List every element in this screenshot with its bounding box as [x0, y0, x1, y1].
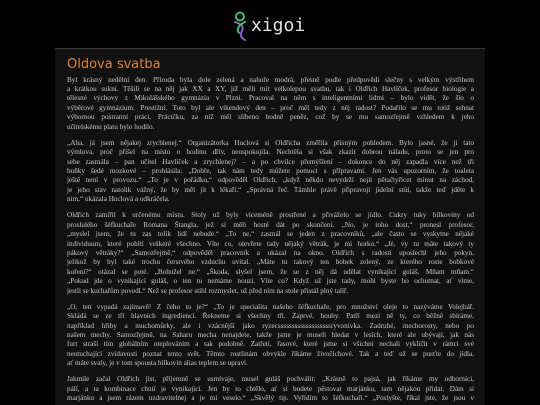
paragraph-line: „Pokud jde o vynikající guláš, o ten tu nemáme nouzi. Víte co? Když už jste tady, mohl byste ho ochutnat, ať víme,: [67, 277, 474, 286]
paragraph-line: koření?“ otázal se poté. „Bohužel ne.“ „Škoda, slyšel jsem, že se z něj dá udělat vynikající guláš. Mňam mňam.“: [67, 267, 474, 276]
article-paragraph: [67, 211, 474, 296]
paragraph-line: marjánku a jsem rázem uzdravitelnej a je mi veselo.“ „Skvělý tip. Vyřídím to šéfkuchaři.“ „Poslyšte, říkal jste, že jsou v: [67, 394, 474, 403]
paragraph-line: Jakmile začal Oldřich jíst, příjemně se usmívaje, musel guláš pochválit: „Krásně to pajsá, jak říkáme my odborníci,: [67, 375, 474, 384]
paragraph-line: sebe zasmála – pan učitel Havlíček a zrychlenej? – a po chvilce přemýšlení – dokonce do něj zapadla více než tři: [67, 157, 474, 166]
paragraph-line: nim,“ ukázala Huclová a odkráčela.: [67, 195, 170, 204]
paragraph-line: ještě není v provozu.“ „To je v pořádku,“ odpověděl Oldřich, „když někdo nevydrží nejít pětačtyřicet minut na záchod,: [67, 176, 474, 185]
paragraph-line: a krátkou sukní. Těšili se na něj jak XX a XY, již měli mít velkolepou svatbu, tak i Oldřich Havlíček, profesor biologie a: [67, 84, 474, 93]
paragraph-line: například hřiby a muchomůrky, ale i vzácnější jako ryzecsssssssssssssssssssryvonivka. Zadruhé, mechorosty, nebo po: [67, 321, 474, 330]
article-content: [55, 48, 485, 405]
paragraph-line: „Aha, já jsem nějakej zrychlenej.“ Organizátorka Huclová si Oldřicha změřila přísným pohledem. Bylo jasné, že ji tato: [67, 138, 474, 147]
article-paragraph: [67, 139, 474, 205]
paragraph-line: individuum, které pohltí veškeré všechno. Víte co, otevřete tady nějaký větrák, je mi horko.“ „Jé, vy tu máte takový ty: [67, 239, 474, 248]
paragraph-line: výmluva, proč přišel na místo o hodinu dřív, neuspokojila. Nechtěla si však zkazit dobrou náladu, proto se jen pro: [67, 148, 474, 157]
paragraph-line: jestli se kuchařům povedl.“ Než se profesor stihl rozmyslet, už před ním na stole přistál plný talíř.: [67, 286, 349, 295]
paragraph-line: buňky šedé mozkové – prohlásila: „Dobře, tak nám tedy můžete pomoct s přípravami. Jen vás upozorním, že toaleta: [67, 166, 474, 175]
article-paragraph: [67, 375, 474, 403]
paragraph-line: ať máte svaly, je v tom spousta bílkovin alias teplem se upravi.: [67, 359, 248, 368]
paragraph-line: Byl krásný nedělní den. Příroda byla dole zelená a nahoře modrá, přesně podle předpovědi slečny s velkým výstřihem: [67, 75, 474, 84]
paragraph-line: Skládá se ze tří hlavních ingrediencí. Řekneme si všechny tři. Zaprvé, houby. Patří mezi ně ty, co běžně sbíráme,: [67, 312, 474, 321]
paragraph-line: učitelskému platu bylo hodilo.: [67, 122, 155, 131]
paragraph-line: pákový větráky?“ „Samozřejmě,“ odpověděl pracovník a ukázal na okno. Oldřich s radostí uposlechl jeho pokyn,: [67, 248, 474, 257]
site-name: xigoi: [251, 15, 306, 36]
paragraph-line: „O, ten vypadá zajímavě! Z čeho to je?“ „To je specialita našeho šéfkuchaře, pro množství oleje to nazýváme Volejbář.: [67, 302, 474, 311]
paragraph-line: proslulého šéfkuchaře Romana Štangla, jež si měli hosté dát po skončení. „No, je toho dost,“ pronesl profesor,: [67, 220, 474, 229]
paragraph-line: Oldřich zamířil k určenému místu. Stoly už byly víceméně prostřené a přiváželo se jídlo. Cukry tuky bílkoviny od: [67, 211, 474, 220]
xigoi-logo-icon: [232, 10, 248, 42]
paragraph-line: furt straší tím globálním oteplováním a tak podobně. Zatřetí, řasové, které jsme si všichni nechali vyklíčit v rámci své: [67, 340, 474, 349]
paragraph-line: jelikož by byl také trochu čerstvého vzduchu uvítal. „Máte tu takový ten bobek zelený, ze kterého roste bobkové: [67, 258, 474, 267]
paragraph-line: pálí, a ta kombinace chutí je vynikající. Jen by to chtělo, ať si budete pěstovat marjánku, tam nějakou přidat. Dám si: [67, 384, 474, 393]
site-header: [0, 0, 540, 48]
paragraph-line: tělesné výchovy z Mikulášského gymnázia v Plzni. Pracoval na něm s inteligentními lidmi – bylo vidět, že šlo o: [67, 94, 474, 103]
article-title: Oldova svatba: [67, 57, 161, 72]
home-link[interactable]: [232, 10, 305, 42]
paragraph-line: neutuchající zvídavosti poznat tento svět. Těmto rostlinám obvykle říkáme živočichové. Tak a teď už se pusťte do jídla,: [67, 349, 474, 358]
paragraph-line: výběrové gymnázium. Prestižní. Toto byl ale víkendový den – proč měl tedy z něj radost? Podařilo se mu totiž sehnat: [67, 103, 474, 112]
article-paragraph: [67, 303, 474, 369]
paragraph-line: je jeho stav natolik vážný, že by měl jít k lékaři.“ „Správná řeč. Támhle právě připravují jídelní stůl, takže teď jděte k: [67, 185, 474, 194]
article-paragraph: [67, 76, 474, 133]
paragraph-line: „myslel jsem, že tu zas tolik lidí nebude.“ „To ne,“ zasmál se jeden z pracovníků, „ale často se vyskytne nějaké: [67, 230, 474, 239]
paragraph-line: našem mechy. Samozřejmě, na Saharu mecha nenajdete, takže jsme je museli hledat v lesích, které ale ubývají, jak nás: [67, 330, 474, 339]
paragraph-line: výbornou postranní práci. Prácičku, za níž měl slíbeno hodně peněz, což by se mu samozřejmě vzhledem k jeho: [67, 113, 474, 122]
